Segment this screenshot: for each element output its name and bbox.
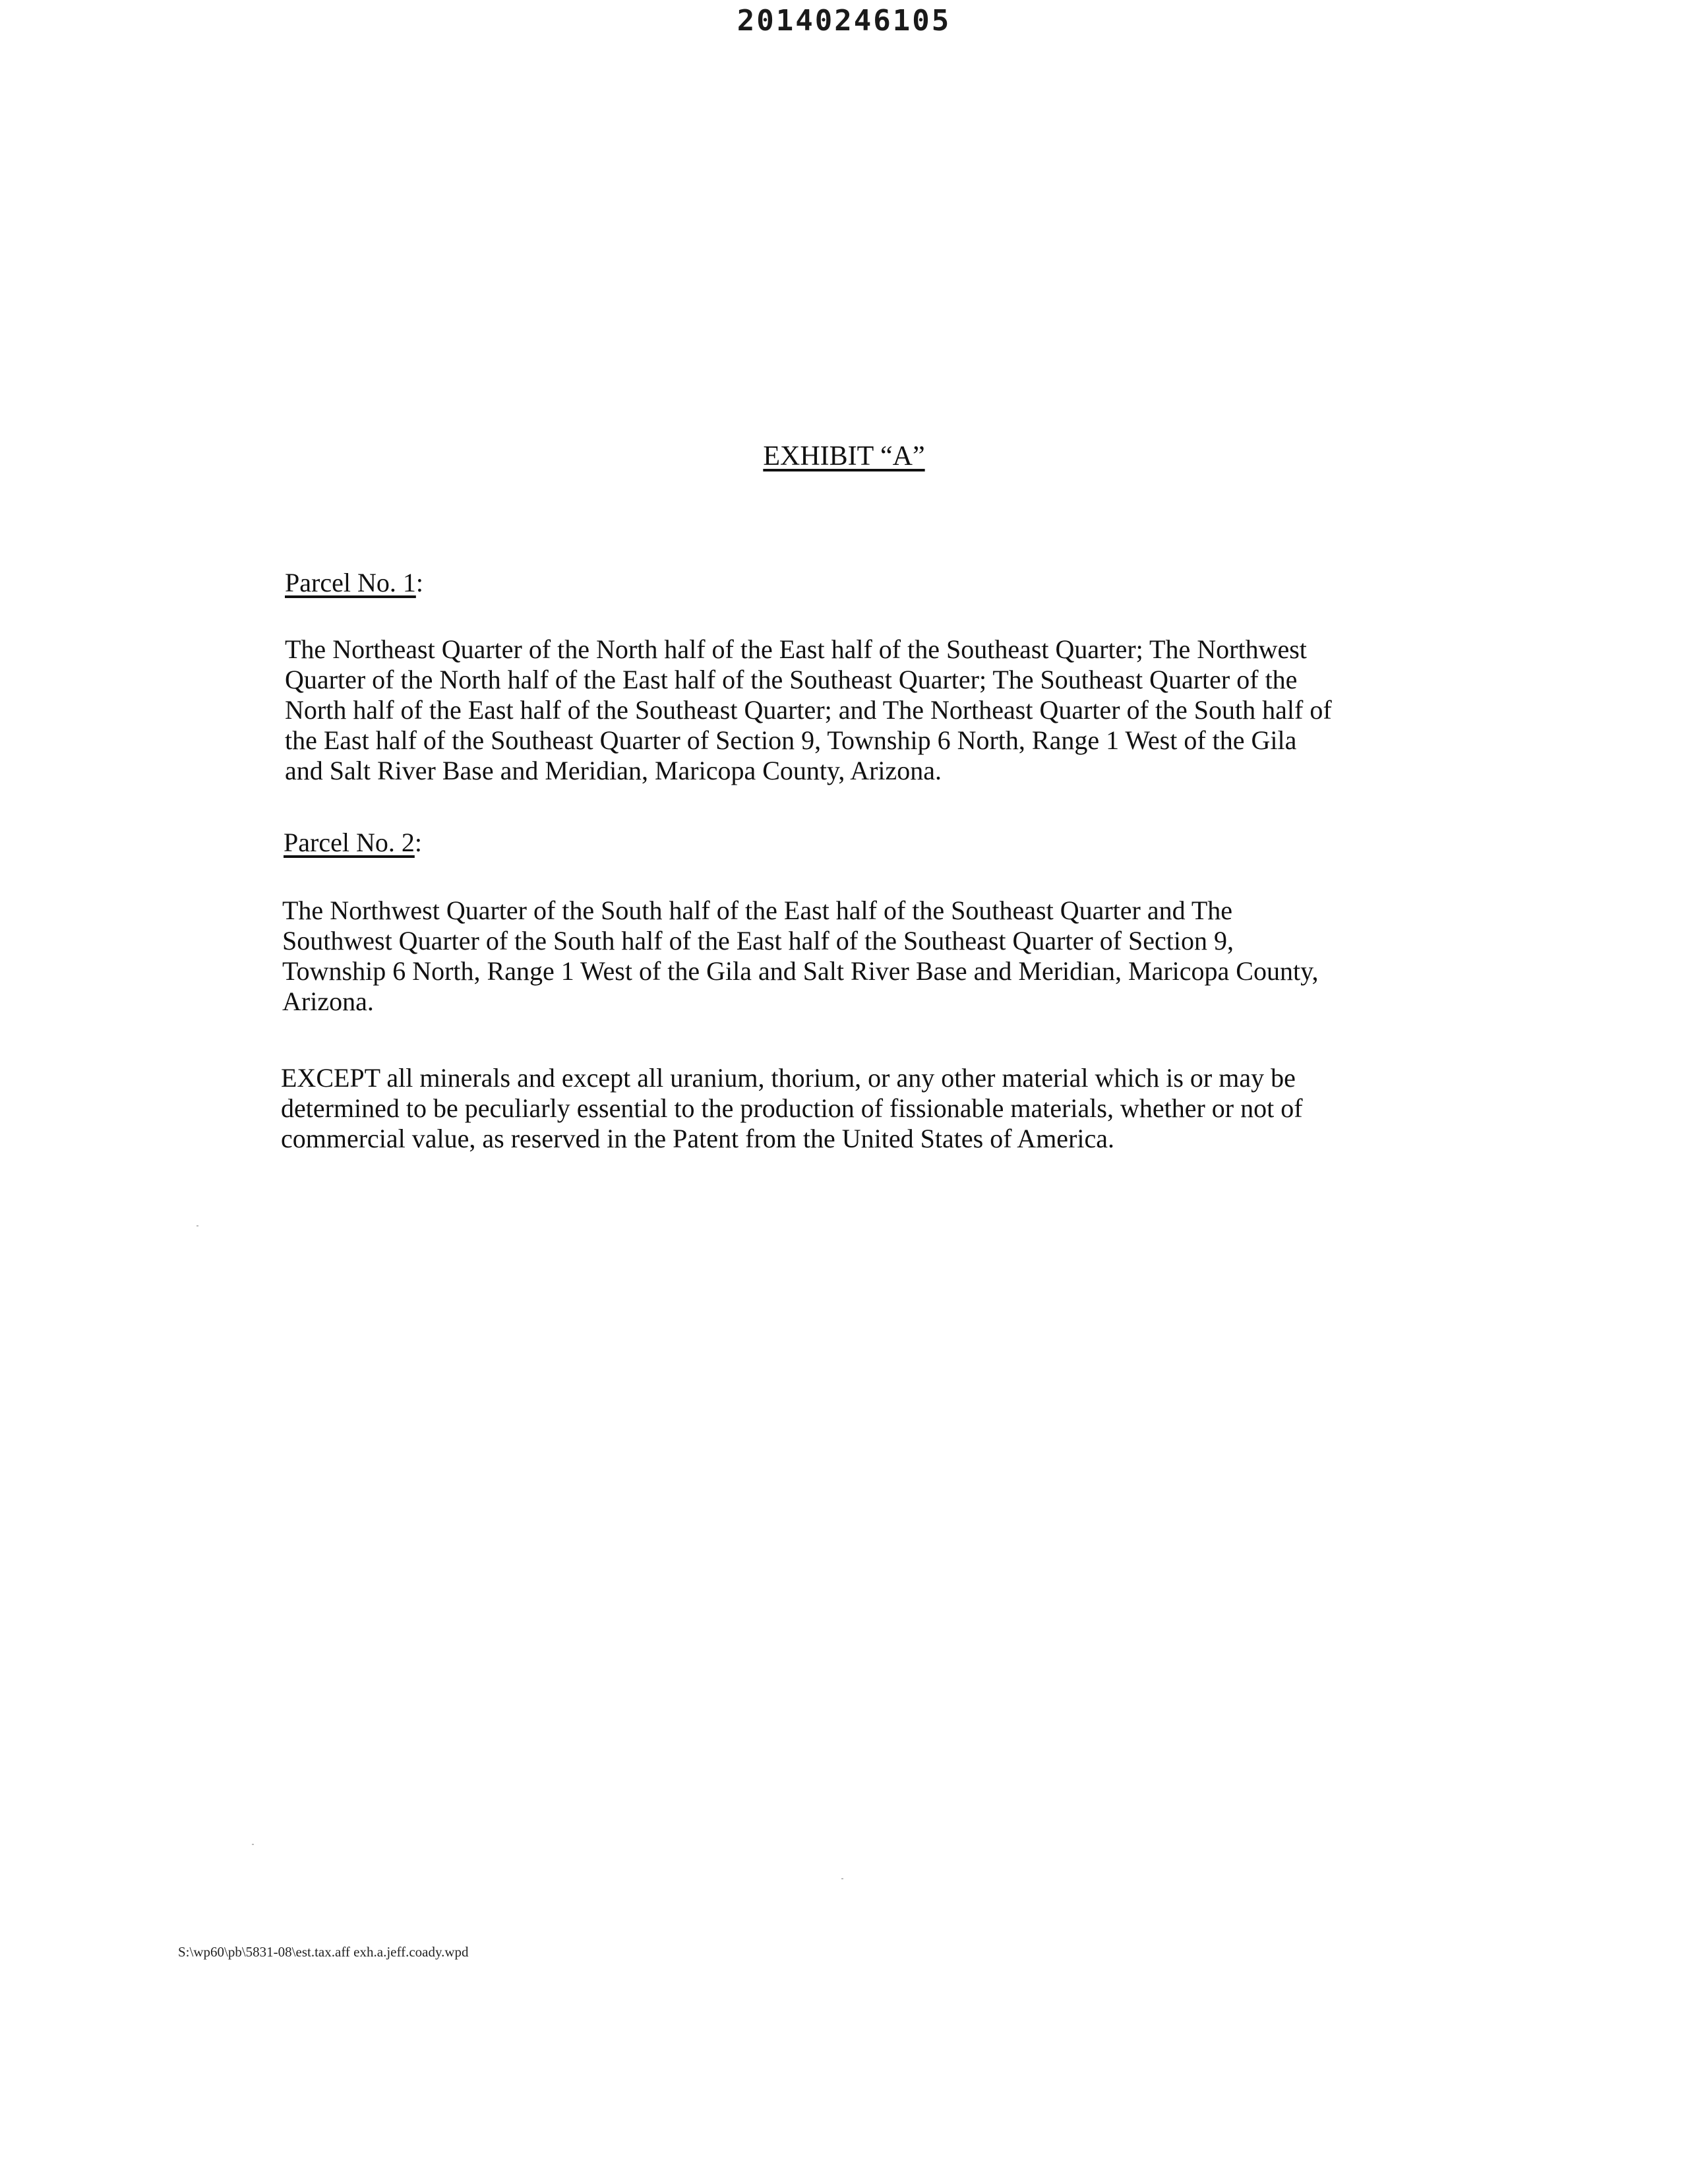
parcel-1-description [285, 634, 1332, 786]
exception-line: EXCEPT all minerals and except all uranium, thorium, or any other material which is or may be [281, 1063, 1296, 1093]
recording-number: 20140246105 [737, 4, 951, 38]
exception-line: determined to be peculiarly essential to the production of fissionable materials, whether or not of [281, 1093, 1303, 1123]
parcel-2-line: The Northwest Quarter of the South half of the East half of the Southeast Quarter and The [282, 895, 1233, 925]
exhibit-title: EXHIBIT “A” [763, 441, 925, 471]
parcel-1-line: The Northeast Quarter of the North half of the East half of the Southeast Quarter; The Northwest [285, 634, 1307, 664]
parcel-1-line: the East half of the Southeast Quarter of Section 9, Township 6 North, Range 1 West of the Gila [285, 725, 1297, 755]
parcel-2-heading-label: Parcel No. 2 [284, 828, 415, 857]
parcel-2-heading-suffix: : [414, 828, 422, 857]
exception-paragraph [281, 1063, 1303, 1154]
footer-file-path: S:\wp60\pb\5831-08\est.tax.aff exh.a.jeff.coady.wpd [178, 1944, 469, 1960]
parcel-2-line: Southwest Quarter of the South half of the East half of the Southeast Quarter of Section 9, [282, 926, 1234, 956]
scan-speck [252, 1844, 254, 1845]
exception-line: commercial value, as reserved in the Patent from the United States of America. [281, 1124, 1115, 1153]
parcel-1-heading [285, 567, 423, 598]
parcel-1-heading-label: Parcel No. 1 [285, 568, 416, 597]
scan-speck [841, 1878, 843, 1879]
parcel-1-line: North half of the East half of the Southeast Quarter; and The Northeast Quarter of the South half of [285, 695, 1332, 725]
parcel-1-line: Quarter of the North half of the East half of the Southeast Quarter; The Southeast Quarter of the [285, 665, 1298, 694]
parcel-2-heading [284, 827, 422, 858]
scan-speck [196, 1225, 198, 1227]
parcel-2-description [282, 895, 1318, 1017]
parcel-1-line: and Salt River Base and Meridian, Maricopa County, Arizona. [285, 756, 942, 785]
parcel-2-line: Township 6 North, Range 1 West of the Gila and Salt River Base and Meridian, Maricopa County, [282, 956, 1319, 986]
parcel-1-heading-suffix: : [415, 568, 423, 597]
parcel-2-line: Arizona. [282, 986, 374, 1016]
